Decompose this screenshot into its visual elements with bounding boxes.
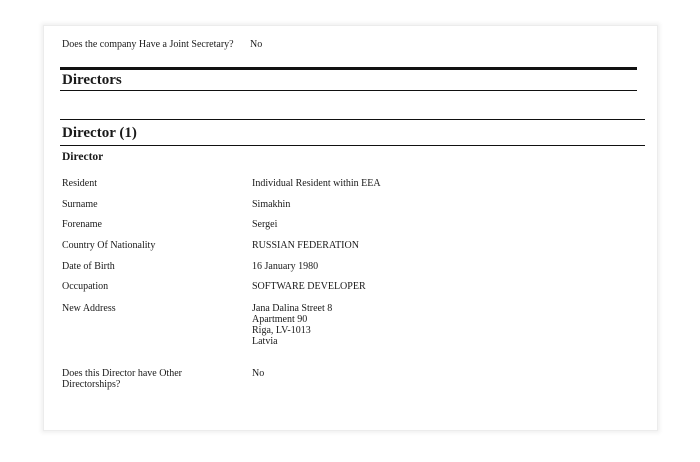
nationality-value: RUSSIAN FEDERATION	[252, 240, 359, 251]
occupation-value: SOFTWARE DEVELOPER	[252, 281, 366, 292]
document-page	[44, 26, 657, 430]
address-line: Riga, LV-1013	[252, 325, 311, 336]
director-subheading: Director	[62, 151, 104, 163]
other-directorships-question: Does this Director have Other Directorships?	[62, 368, 182, 390]
date-of-birth-value: 16 January 1980	[252, 261, 319, 272]
resident-label: Resident	[62, 178, 97, 189]
forename-label: Forename	[62, 219, 102, 230]
address-label: New Address	[62, 303, 116, 314]
joint-secretary-question: Does the company Have a Joint Secretary?	[62, 39, 234, 50]
forename-value: Sergei	[252, 219, 278, 230]
directors-rule	[60, 90, 637, 91]
surname-value: Simakhin	[252, 199, 291, 210]
directors-heading: Directors	[62, 72, 122, 88]
date-of-birth-label: Date of Birth	[62, 261, 115, 272]
occupation-label: Occupation	[62, 281, 109, 292]
surname-label: Surname	[62, 199, 98, 210]
resident-value: Individual Resident within EEA	[252, 178, 381, 189]
section-rule-thick	[60, 67, 637, 70]
address-value	[252, 303, 452, 347]
other-directorships-answer: No	[252, 368, 265, 379]
nationality-label: Country Of Nationality	[62, 240, 156, 251]
joint-secretary-answer: No	[250, 39, 263, 50]
director-1-heading: Director (1)	[62, 125, 137, 141]
director-section-bottom-rule	[60, 145, 645, 146]
director-section-top-rule	[60, 119, 645, 120]
address-line: Jana Dalina Street 8	[252, 303, 333, 314]
address-line: Apartment 90	[252, 314, 308, 325]
address-line: Latvia	[252, 336, 278, 347]
